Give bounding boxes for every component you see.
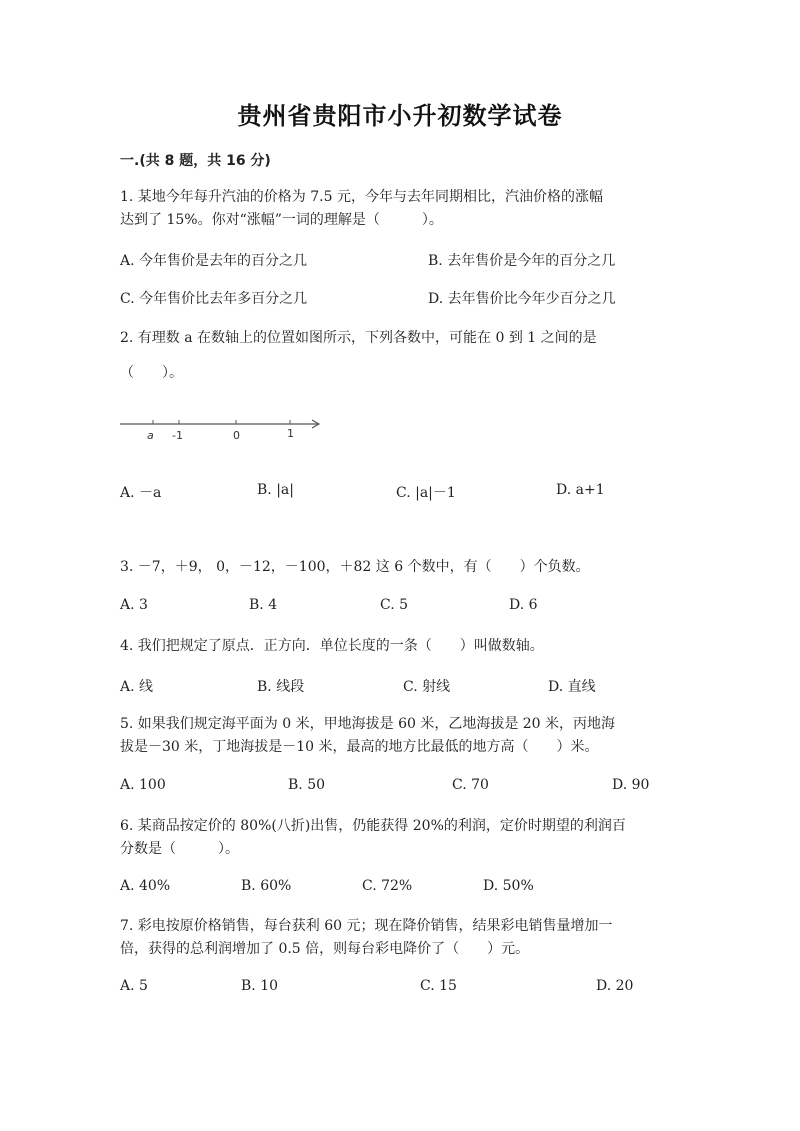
question-4-option-a: A. 线	[120, 679, 154, 695]
question-4-option-c: C. 射线	[403, 679, 451, 695]
question-3-option-a: A. 3	[120, 597, 148, 613]
question-5-text	[120, 713, 615, 759]
question-5-line-1: 5. 如果我们规定海平面为 0 米，甲地海拔是 60 米，乙地海拔是 20 米，丙地海	[120, 716, 616, 732]
number-line-figure	[118, 412, 328, 444]
question-6-option-b: B. 60%	[241, 878, 292, 894]
question-2-option-d: D. a+1	[556, 482, 605, 498]
label-a: a	[147, 429, 154, 442]
question-6-line-2: 分数是（ ）。	[120, 841, 239, 857]
question-1-line-2: 达到了 15%。你对“涨幅”一词的理解是（ ）。	[120, 212, 443, 228]
question-3-option-d: D. 6	[509, 597, 538, 613]
question-7-line-1: 7. 彩电按原价格销售，每台获利 60 元；现在降价销售，结果彩电销售量增加一	[120, 918, 613, 934]
question-3-option-c: C. 5	[380, 597, 409, 613]
question-1-text	[120, 186, 603, 232]
question-2-option-b: B. |a|	[257, 482, 294, 498]
question-6-option-a: A. 40%	[120, 878, 171, 894]
question-6-option-c: C. 72%	[362, 878, 413, 894]
question-5-option-b: B. 50	[288, 777, 326, 793]
question-4-option-d: D. 直线	[548, 679, 596, 695]
question-1-option-c: C. 今年售价比去年多百分之几	[120, 291, 308, 307]
question-7-text	[120, 915, 613, 961]
question-2-line-2: （ ）。	[120, 365, 183, 381]
section-heading: 一.(共 8 题，共 16 分)	[120, 153, 271, 169]
question-5-option-a: A. 100	[120, 777, 166, 793]
question-1-option-b: B. 去年售价是今年的百分之几	[428, 253, 616, 269]
question-7-line-2: 倍，获得的总利润增加了 0.5 倍，则每台彩电降价了（ ）元。	[120, 941, 530, 957]
question-4-text: 4. 我们把规定了原点．正方向．单位长度的一条（ ）叫做数轴。	[120, 638, 544, 654]
question-2-option-c: C. |a|－1	[396, 485, 456, 501]
question-3-option-b: B. 4	[249, 597, 278, 613]
question-5-line-2: 拔是－30 米，丁地海拔是－10 米，最高的地方比最低的地方高（ ）米。	[120, 739, 599, 755]
question-1-option-a: A. 今年售价是去年的百分之几	[120, 253, 308, 269]
question-1-line-1: 1. 某地今年每升汽油的价格为 7.5 元，今年与去年同期相比，汽油价格的涨幅	[120, 189, 603, 205]
question-1-option-d: D. 去年售价比今年少百分之几	[428, 291, 616, 307]
question-5-option-c: C. 70	[452, 777, 489, 793]
question-7-option-b: B. 10	[241, 978, 279, 994]
question-2-line-1: 2. 有理数 a 在数轴上的位置如图所示，下列各数中，可能在 0 到 1 之间的是	[120, 330, 597, 346]
question-7-option-c: C. 15	[420, 978, 457, 994]
question-5-option-d: D. 90	[612, 777, 650, 793]
question-7-option-a: A. 5	[120, 978, 148, 994]
label-minus-1: -1	[172, 429, 183, 442]
question-2-option-a: A. －a	[120, 485, 162, 501]
label-1: 1	[287, 427, 294, 440]
question-6-line-1: 6. 某商品按定价的 80%(八折)出售，仍能获得 20%的利润，定价时期望的利润百	[120, 818, 626, 834]
question-6-option-d: D. 50%	[483, 878, 534, 894]
label-0: 0	[233, 429, 240, 442]
question-6-text	[120, 815, 626, 861]
question-4-option-b: B. 线段	[257, 679, 305, 695]
page-title: 贵州省贵阳市小升初数学试卷	[237, 102, 563, 130]
question-7-option-d: D. 20	[596, 978, 634, 994]
question-3-text: 3. －7，＋9， 0，－12，－100，＋82 这 6 个数中，有（ ）个负数。	[120, 559, 590, 575]
